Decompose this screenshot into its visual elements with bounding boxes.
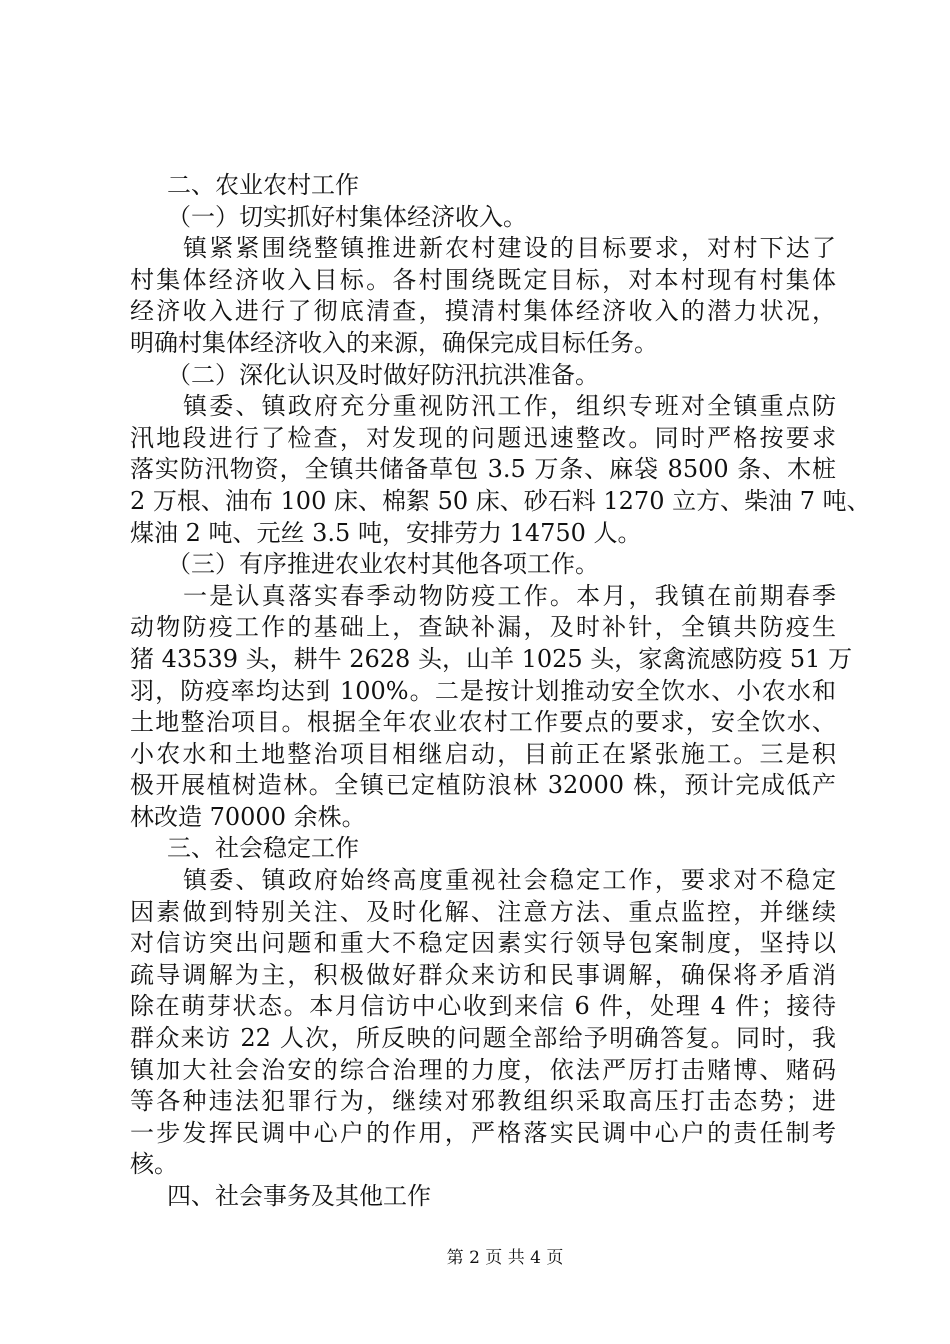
- text-line: 因素做到特别关注、及时化解、注意方法、重点监控，并继续: [130, 897, 836, 926]
- page-footer: 第 2 页 共 4 页: [446, 1248, 564, 1268]
- text-line: 村集体经济收入目标。各村围绕既定目标，对本村现有村集体: [130, 265, 836, 294]
- text-line: 煤油 2 吨、元丝 3.5 吨，安排劳力 14750 人。: [130, 518, 642, 547]
- text-line: 对信访突出问题和重大不稳定因素实行领导包案制度，坚持以: [130, 929, 836, 958]
- text-line: 土地整治项目。根据全年农业农村工作要点的要求，安全饮水、: [130, 708, 836, 737]
- text-line: 动物防疫工作的基础上，查缺补漏，及时补针，全镇共防疫生: [130, 613, 836, 642]
- paragraph: [130, 581, 853, 834]
- text-line: 三、社会稳定工作: [167, 834, 359, 863]
- text-line: 林改造 70000 余株。: [130, 802, 366, 831]
- text-line: 镇委、镇政府始终高度重视社会稳定工作，要求对不稳定: [183, 866, 836, 895]
- text-line: 2 万根、油布 100 床、棉絮 50 床、砂石料 1270 立方、柴油 7 吨、: [130, 486, 871, 515]
- subsection-heading: [130, 202, 836, 234]
- paragraph: [130, 865, 836, 1181]
- text-line: 小农水和土地整治项目相继启动，目前正在紧张施工。三是积: [130, 739, 836, 768]
- text-line: 一是认真落实春季动物防疫工作。本月，我镇在前期春季: [183, 581, 836, 610]
- text-line: 镇委、镇政府充分重视防汛工作，组织专班对全镇重点防: [183, 392, 836, 421]
- text-line: 疏导调解为主，积极做好群众来访和民事调解，确保将矛盾消: [130, 960, 836, 989]
- text-line: 除在萌芽状态。本月信访中心收到来信 6 件，处理 4 件；接待: [130, 992, 836, 1021]
- text-line: （二）深化认识及时做好防汛抗洪准备。: [167, 360, 599, 389]
- text-line: 等各种违法犯罪行为，继续对邪教组织采取高压打击态势；进: [130, 1087, 836, 1116]
- section-heading: [130, 170, 836, 202]
- paragraph: [130, 233, 836, 359]
- text-line: 二、农业农村工作: [167, 171, 359, 199]
- text-line: 极开展植树造林。全镇已定植防浪林 32000 株，预计完成低产: [130, 771, 836, 800]
- text-line: 镇紧紧围绕整镇推进新农村建设的目标要求，对村下达了: [183, 234, 836, 263]
- text-line: 落实防汛物资，全镇共储备草包 3.5 万条、麻袋 8500 条、木桩: [130, 455, 836, 484]
- section-heading: [130, 833, 836, 865]
- text-line: 群众来访 22 人次，所反映的问题全部给予明确答复。同时，我: [130, 1024, 836, 1053]
- text-line: 汛地段进行了检查，对发现的问题迅速整改。同时严格按要求: [130, 423, 836, 452]
- text-line: 一步发挥民调中心户的作用，严格落实民调中心户的责任制考: [130, 1118, 836, 1147]
- text-line: 镇加大社会治安的综合治理的力度，依法严厉打击赌博、赌码: [130, 1055, 836, 1084]
- text-line: 经济收入进行了彻底清查，摸清村集体经济收入的潜力状况，: [130, 297, 836, 326]
- text-line: （一）切实抓好村集体经济收入。: [167, 202, 527, 231]
- text-line: 明确村集体经济收入的来源，确保完成目标任务。: [130, 328, 658, 357]
- text-line: （三）有序推进农业农村其他各项工作。: [167, 550, 599, 579]
- section-heading: [130, 1181, 836, 1213]
- paragraph: [130, 391, 871, 549]
- subsection-heading: [130, 549, 836, 581]
- text-line: 羽，防疫率均达到 100%。二是按计划推动安全饮水、小农水和: [130, 676, 836, 705]
- document-body: [130, 170, 871, 1213]
- subsection-heading: [130, 360, 836, 392]
- text-line: 猪 43539 头，耕牛 2628 头，山羊 1025 头，家禽流感防疫 51 万: [130, 644, 853, 673]
- text-line: 核。: [130, 1150, 178, 1179]
- text-line: 四、社会事务及其他工作: [167, 1182, 431, 1210]
